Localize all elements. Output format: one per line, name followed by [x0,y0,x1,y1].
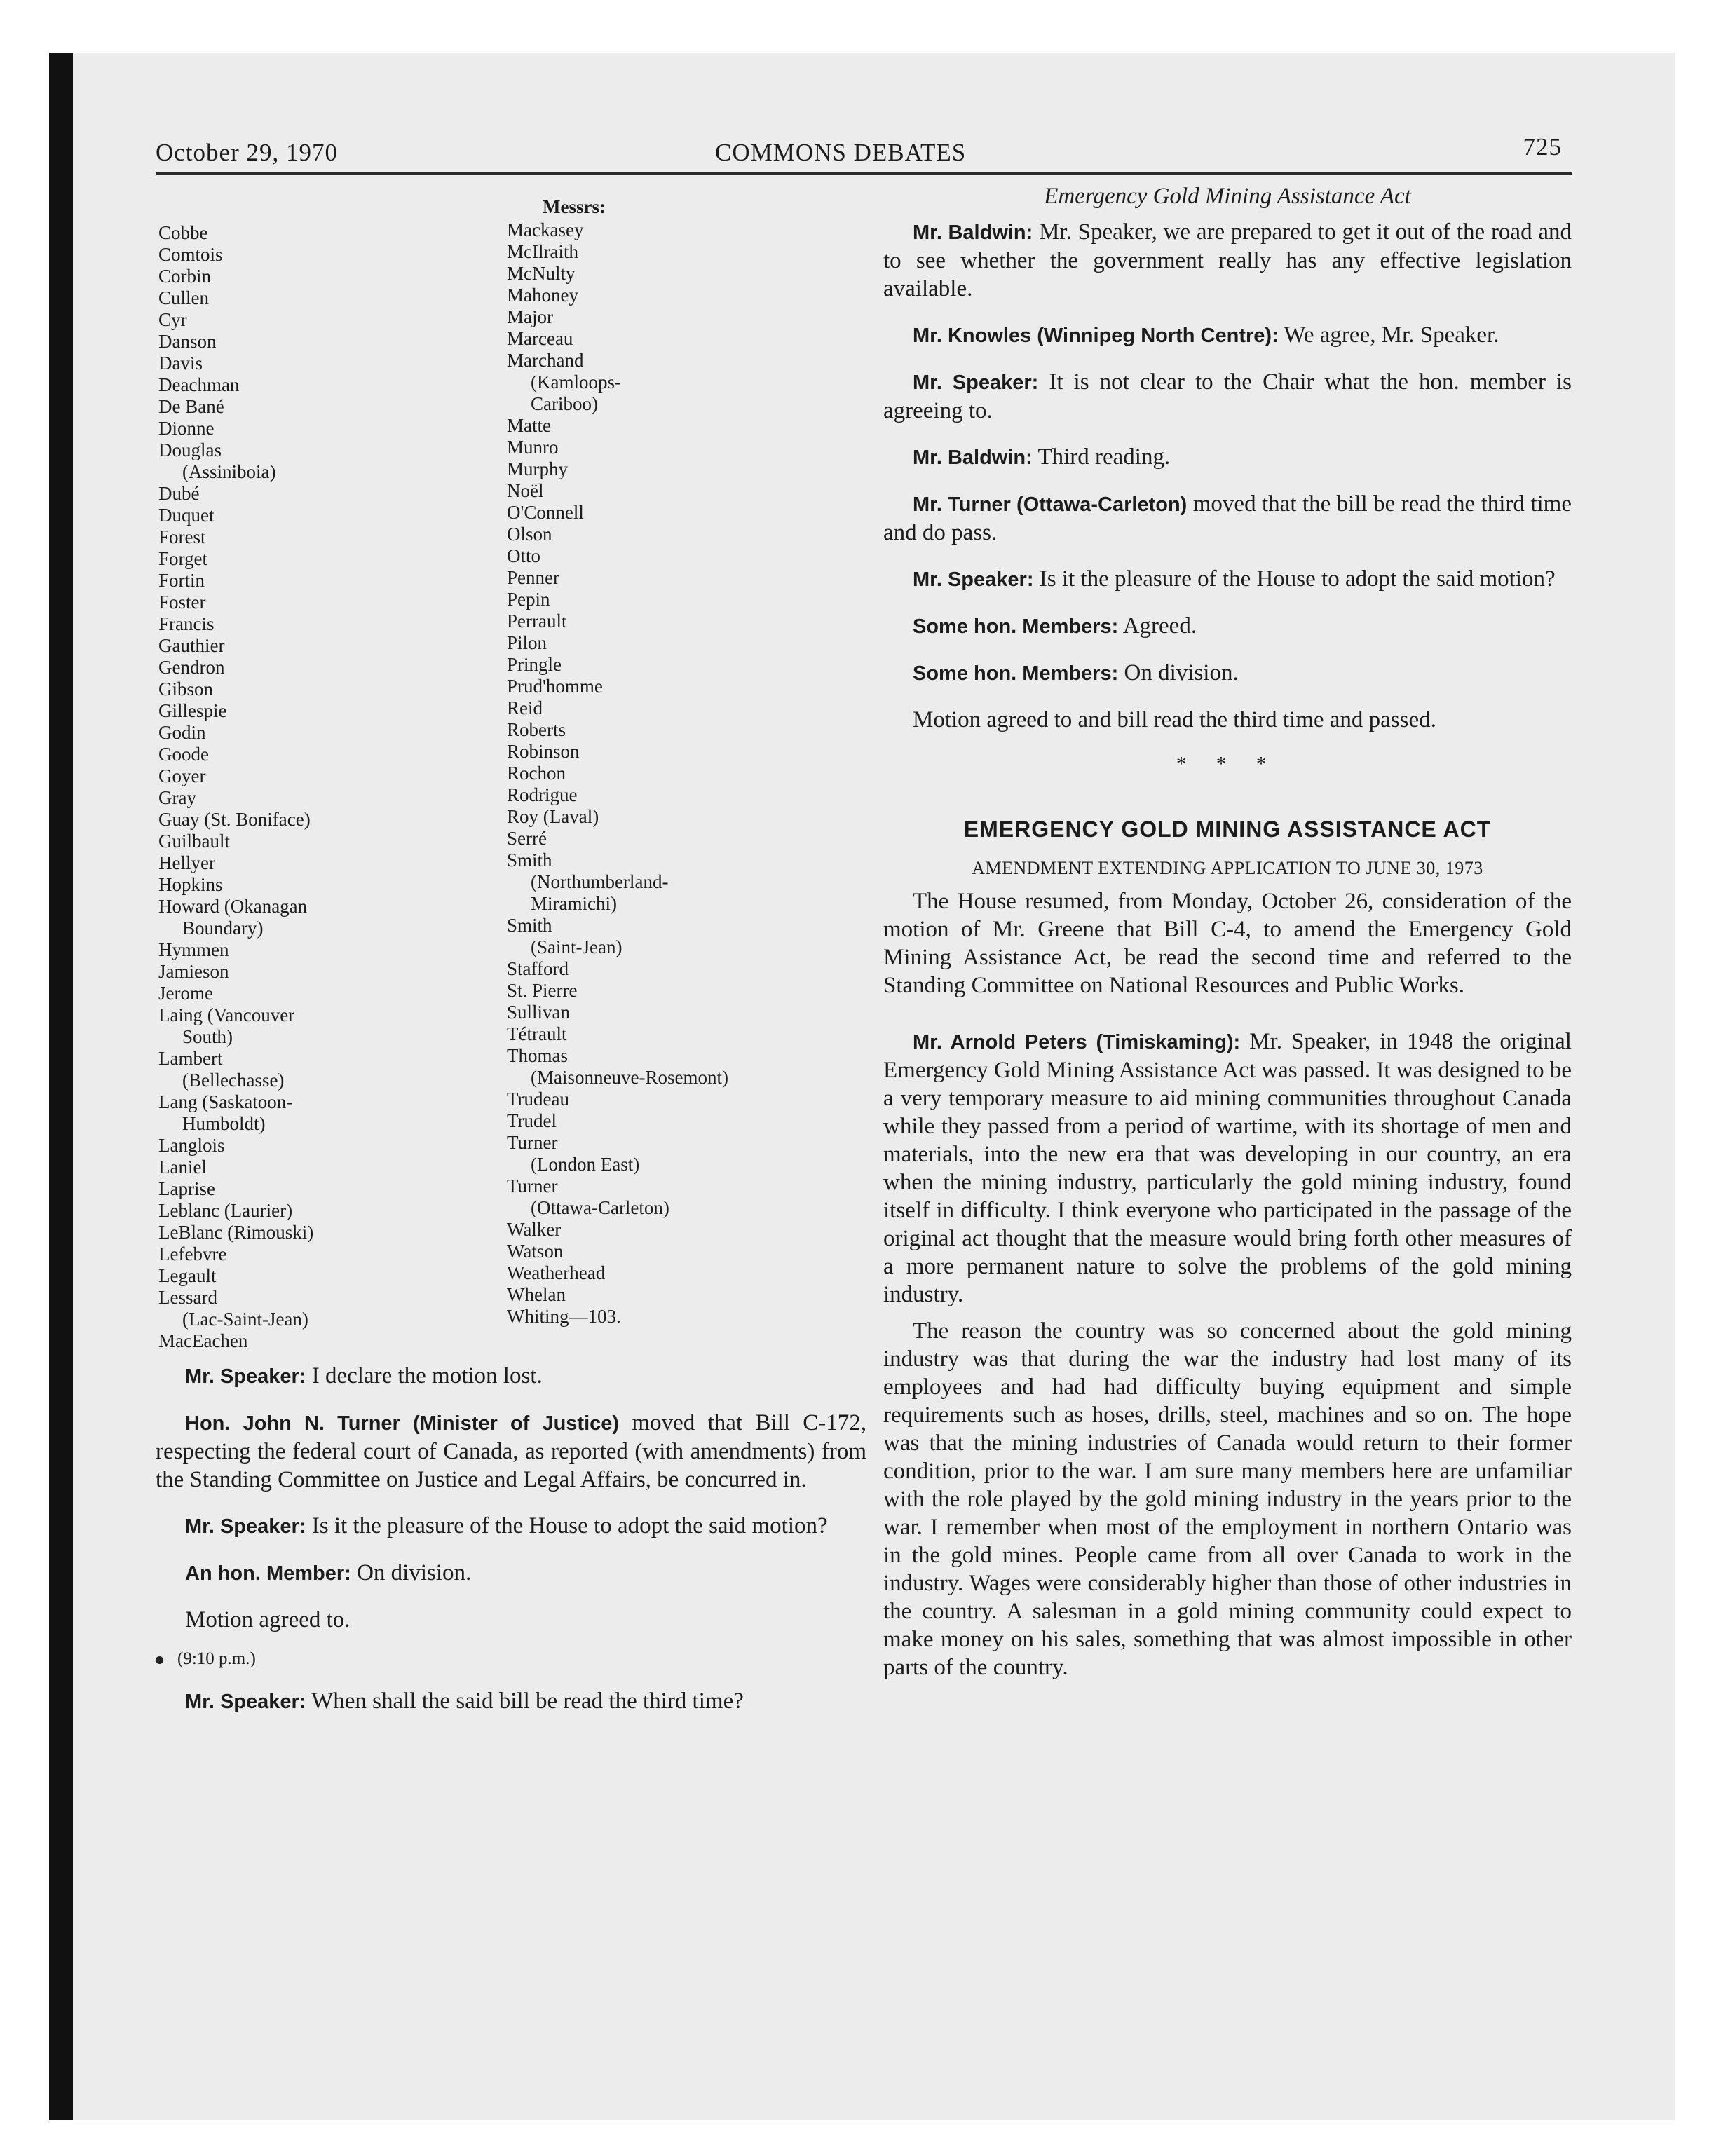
paragraph [156,1687,866,1716]
member-name: Hopkins [158,874,223,895]
paragraph-text: Agreed. [1118,613,1197,639]
member-name: Pringle [507,654,562,675]
member-name: Jerome [158,983,213,1004]
member-name: Cyr [158,309,187,330]
speaker-name: Mr. Arnold Peters (Timiskaming): [913,1031,1241,1053]
header-rule [156,172,1572,175]
member-name: Laing (Vancouver [158,1004,295,1025]
member-name: Laniel [158,1157,207,1178]
paragraph-text: On division. [1118,660,1239,685]
paragraph-text: moved that the bill be read the third time and do pass. [883,491,1572,545]
member-name: Rodrigue [507,784,578,805]
speaker-name: Some hon. Members: [913,662,1119,685]
member-name: Humboldt) [182,1113,266,1134]
member-name: Gillespie [158,700,227,721]
speaker-name: Mr. Knowles (Winnipeg North Centre): [913,325,1279,347]
member-name: Davis [158,353,203,374]
paragraph-text: We agree, Mr. Speaker. [1278,322,1499,348]
member-name: Lefebvre [158,1243,227,1264]
speaker-name: Mr. Speaker: [913,568,1034,591]
member-name: Sullivan [507,1002,571,1023]
member-name: Godin [158,722,206,743]
header-page-number: 725 [1523,133,1562,161]
division-column-1 [158,222,313,1352]
member-name: Prud'homme [507,676,603,697]
subject-heading: Emergency Gold Mining Assistance Act [1044,184,1411,209]
member-name: Francis [158,613,215,634]
member-name: Turner [507,1132,558,1153]
member-name: Legault [158,1265,217,1286]
paragraph-text: Motion agreed to. [185,1607,351,1632]
member-name: Pilon [507,632,547,653]
speaker-name: Hon. John N. Turner (Minister of Justice) [185,1412,620,1435]
member-name: Goode [158,744,209,765]
paragraph [156,1606,866,1634]
member-name: Cullen [158,287,209,308]
member-name: Penner [507,567,559,588]
paragraph-text: I declare the motion lost. [306,1363,543,1389]
member-name: Marchand [507,350,584,371]
paragraph [883,1028,1572,1309]
paragraph-text: On division. [351,1560,472,1585]
bullet-icon [156,1656,163,1664]
hansard-page [156,126,1573,1714]
paragraph [156,1512,866,1541]
member-name: Turner [507,1175,558,1196]
member-name: Dionne [158,418,215,439]
member-name: Forest [158,526,206,547]
paragraph-text: Mr. Speaker, we are prepared to get it out of the road and to see whether the government really has any effective legislation available. [883,219,1572,301]
speaker-name: An hon. Member: [185,1562,351,1585]
member-name: (Maisonneuve-Rosemont) [531,1067,728,1088]
member-name: (Assiniboia) [182,461,276,482]
paragraph [883,321,1572,350]
paragraph [883,706,1572,734]
member-name: Trudel [507,1110,557,1131]
paragraph-text: Mr. Speaker, in 1948 the original Emergency Gold Mining Assistance Act was passed. It was designed to be a very temporary measure to aid mining communities throughout Canada while they passed from a period of wartime, with its shortage of men and materials, into the new era that was developing in our country, an era when the mining industry, particularly the gold mining industry, found itself in difficulty. I think everyone who participated in the passage of the original act thought that the measure would bring forth other measures of a more permanent nature to solve the problems of the gold mining industry. [883,1029,1572,1307]
member-name: O'Connell [507,502,584,523]
paragraph [156,1559,866,1588]
member-name: (Ottawa-Carleton) [531,1197,669,1218]
member-name: Hymmen [158,939,229,960]
member-name: Roy (Laval) [507,806,599,827]
member-name: Deachman [158,374,240,395]
paragraph-text: Third reading. [1032,444,1171,470]
member-name: Olson [507,524,552,545]
member-name: Lang (Saskatoon- [158,1091,293,1112]
right-proceedings [883,218,1572,734]
member-name: Trudeau [507,1089,570,1110]
member-name: Douglas [158,439,222,460]
running-head [156,126,1573,175]
member-name: South) [182,1026,233,1047]
time-stamp [156,1649,866,1669]
member-name: Tétrault [507,1023,567,1044]
paragraph-text: Is it the pleasure of the House to adopt the said motion? [306,1513,828,1538]
scan-edge [49,53,73,2120]
speaker-name: Mr. Baldwin: [913,446,1033,469]
member-name: Fortin [158,570,205,591]
member-name: Smith [507,850,552,871]
member-name: Gendron [158,657,225,678]
right-column [883,184,1572,1681]
member-name: Gibson [158,678,214,700]
division-heading: Messrs: [543,196,606,217]
paragraph-text: moved that Bill C-172, respecting the federal court of Canada, as reported (with amendments) from the Standing Committee on Justice and Legal Affairs, be concurred in. [156,1410,866,1492]
member-name: Boundary) [182,917,264,939]
member-name: (Kamloops- [531,371,621,393]
division-list [156,219,866,1351]
member-name: Roberts [507,719,566,740]
member-name: Pepin [507,589,550,610]
member-name: Watson [507,1241,564,1262]
speaker-name: Mr. Speaker: [185,1515,306,1538]
member-name: LeBlanc (Rimouski) [158,1222,314,1243]
paragraph-text: Motion agreed to and bill read the third time and passed. [913,707,1436,732]
member-name: Serré [507,828,547,849]
paragraph [883,368,1572,425]
member-name: (Bellechasse) [182,1070,285,1091]
member-name: (Saint-Jean) [531,936,622,957]
header-publication: COMMONS DEBATES [715,139,967,166]
member-name: Laprise [158,1178,215,1199]
member-name: Hellyer [158,852,215,873]
member-name: Lambert [158,1048,223,1069]
member-name: Whiting—103. [507,1306,621,1327]
member-name: Miramichi) [531,893,617,914]
member-name: Jamieson [158,961,229,982]
paragraph [883,443,1572,472]
member-name: Munro [507,437,559,458]
section-subtitle: AMENDMENT EXTENDING APPLICATION TO JUNE 30, 1973 [972,858,1483,878]
speaker-name: Mr. Speaker: [185,1691,306,1713]
paragraph [156,1409,866,1494]
member-name: Walker [507,1219,562,1240]
member-name: (Lac-Saint-Jean) [182,1309,308,1330]
member-name: Thomas [507,1045,568,1066]
left-proceedings [156,1362,866,1634]
member-name: Reid [507,697,543,718]
member-name: Smith [507,915,552,936]
member-name: Noël [507,480,544,501]
member-name: McIlraith [507,241,578,262]
member-name: Mahoney [507,285,578,306]
section-proceedings [883,887,1572,1681]
speaker-name: Mr. Speaker: [913,371,1039,394]
header-date: October 29, 1970 [156,139,338,166]
member-name: Cariboo) [531,393,598,414]
member-name: Corbin [158,266,212,287]
member-name: MacEachen [158,1330,248,1351]
paragraph [883,659,1572,688]
member-name: Langlois [158,1135,225,1156]
paragraph-text: The reason the country was so concerned about the gold mining industry was that during the war the industry had lost many of its employees and had had difficulty buying equipment and simple requirements such as hoses, drills, steel, machines and so on. The hope was that the mining industries of Canada would return to their former condition, prior to the war. I am sure many members here are unfamiliar with the role played by the gold mining industry in the years prior to the war. I remember when most of the employment in northern Ontario was in the gold mines. People came from all over Canada to work in the industry. Wages were considerably higher than those of other industries in the country. A salesman in a gold mining community could expect to make money on his sales, something that was almost impossible in other parts of the country. [883,1318,1572,1680]
paragraph-text: When shall the said bill be read the third time? [306,1688,744,1714]
paragraph [883,612,1572,641]
division-column-2 [507,219,728,1328]
member-name: Major [507,306,553,327]
paragraph [883,490,1572,547]
paragraph-text: It is not clear to the Chair what the hon. member is agreeing to. [883,369,1572,423]
member-name: Leblanc (Laurier) [158,1200,293,1221]
member-name: Guilbault [158,831,230,852]
section-separator: * * * [1176,753,1279,775]
section-title: EMERGENCY GOLD MINING ASSISTANCE ACT [963,817,1492,842]
member-name: Otto [507,545,541,566]
paragraph [883,218,1572,303]
member-name: Lessard [158,1287,217,1308]
paragraph-text: Is it the pleasure of the House to adopt the said motion? [1033,566,1556,592]
member-name: Mackasey [507,219,584,240]
member-name: Perrault [507,610,567,632]
member-name: (Northumberland- [531,871,669,892]
member-name: Murphy [507,458,568,479]
member-name: Goyer [158,765,206,786]
paragraph [883,887,1572,999]
member-name: Matte [507,415,551,436]
member-name: Gray [158,787,196,808]
member-name: Stafford [507,958,569,979]
member-name: Robinson [507,741,580,762]
speaker-name: Mr. Turner (Ottawa-Carleton) [913,493,1188,516]
member-name: McNulty [507,263,576,284]
member-name: De Bané [158,396,224,417]
member-name: Dubé [158,483,200,504]
member-name: Danson [158,331,217,352]
member-name: Duquet [158,505,215,526]
member-name: Comtois [158,244,223,265]
speaker-name: Mr. Speaker: [185,1365,306,1388]
member-name: Cobbe [158,222,208,243]
speaker-name: Some hon. Members: [913,615,1119,638]
member-name: Marceau [507,328,573,349]
time-stamp-text: (9:10 p.m.) [177,1649,256,1668]
member-name: Gauthier [158,635,225,656]
paragraph [156,1362,866,1391]
member-name: Guay (St. Boniface) [158,809,311,830]
member-name: Rochon [507,763,566,784]
paragraph [883,565,1572,594]
paragraph-text: The House resumed, from Monday, October 26, consideration of the motion of Mr. Greene that Bill C-4, to amend the Emergency Gold Mining Assistance Act, be read the second time and referred to the Standing Committee on National Resources and Public Works. [883,889,1572,998]
paragraph [883,1317,1572,1681]
member-name: St. Pierre [507,980,578,1001]
left-column [156,184,866,1716]
member-name: Weatherhead [507,1262,606,1283]
member-name: Foster [158,592,206,613]
member-name: (London East) [531,1154,640,1175]
speaker-name: Mr. Baldwin: [913,221,1033,244]
member-name: Forget [158,548,208,569]
member-name: Howard (Okanagan [158,896,308,917]
member-name: Whelan [507,1284,566,1305]
